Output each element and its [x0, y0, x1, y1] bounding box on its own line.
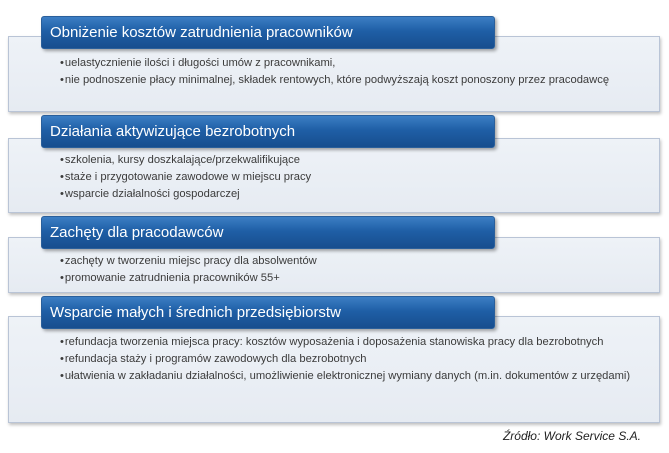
- list-item: • refundacja tworzenia miejsca pracy: kosztów wyposażenia i doposażenia stanowiska pracy dla bezrobotnych: [60, 335, 659, 349]
- section-2-header: Działania aktywizujące bezrobotnych: [41, 115, 495, 148]
- section-3-list: [60, 254, 659, 288]
- section-3-header: Zachęty dla pracodawców: [41, 216, 495, 249]
- list-item: • promowanie zatrudnienia pracowników 55+: [60, 271, 659, 285]
- list-item: • wsparcie działalności gospodarczej: [60, 187, 659, 201]
- list-item: • uelastycznienie ilości i długości umów z pracownikami,: [60, 56, 659, 70]
- list-item: • szkolenia, kursy doszkalające/przekwalifikujące: [60, 153, 659, 167]
- section-4-header: Wsparcie małych i średnich przedsiębiorstw: [41, 296, 495, 329]
- section-1-list: [60, 56, 659, 90]
- source-caption: Źródło: Work Service S.A.: [502, 429, 641, 443]
- section-1-header: Obniżenie kosztów zatrudnienia pracowników: [41, 16, 495, 49]
- list-item: • staże i przygotowanie zawodowe w miejscu pracy: [60, 170, 659, 184]
- section-2-list: [60, 153, 659, 204]
- list-item: • ułatwienia w zakładaniu działalności, umożliwienie elektronicznej wymiany danych (m.in. dokumentów z urzędami): [60, 369, 659, 383]
- section-4-list: [60, 335, 659, 386]
- list-item: • nie podnoszenie płacy minimalnej, składek rentowych, które podwyższają koszt ponoszony przez pracodawcę: [60, 73, 659, 87]
- list-item: • zachęty w tworzeniu miejsc pracy dla absolwentów: [60, 254, 659, 268]
- list-item: • refundacja staży i programów zawodowych dla bezrobotnych: [60, 352, 659, 366]
